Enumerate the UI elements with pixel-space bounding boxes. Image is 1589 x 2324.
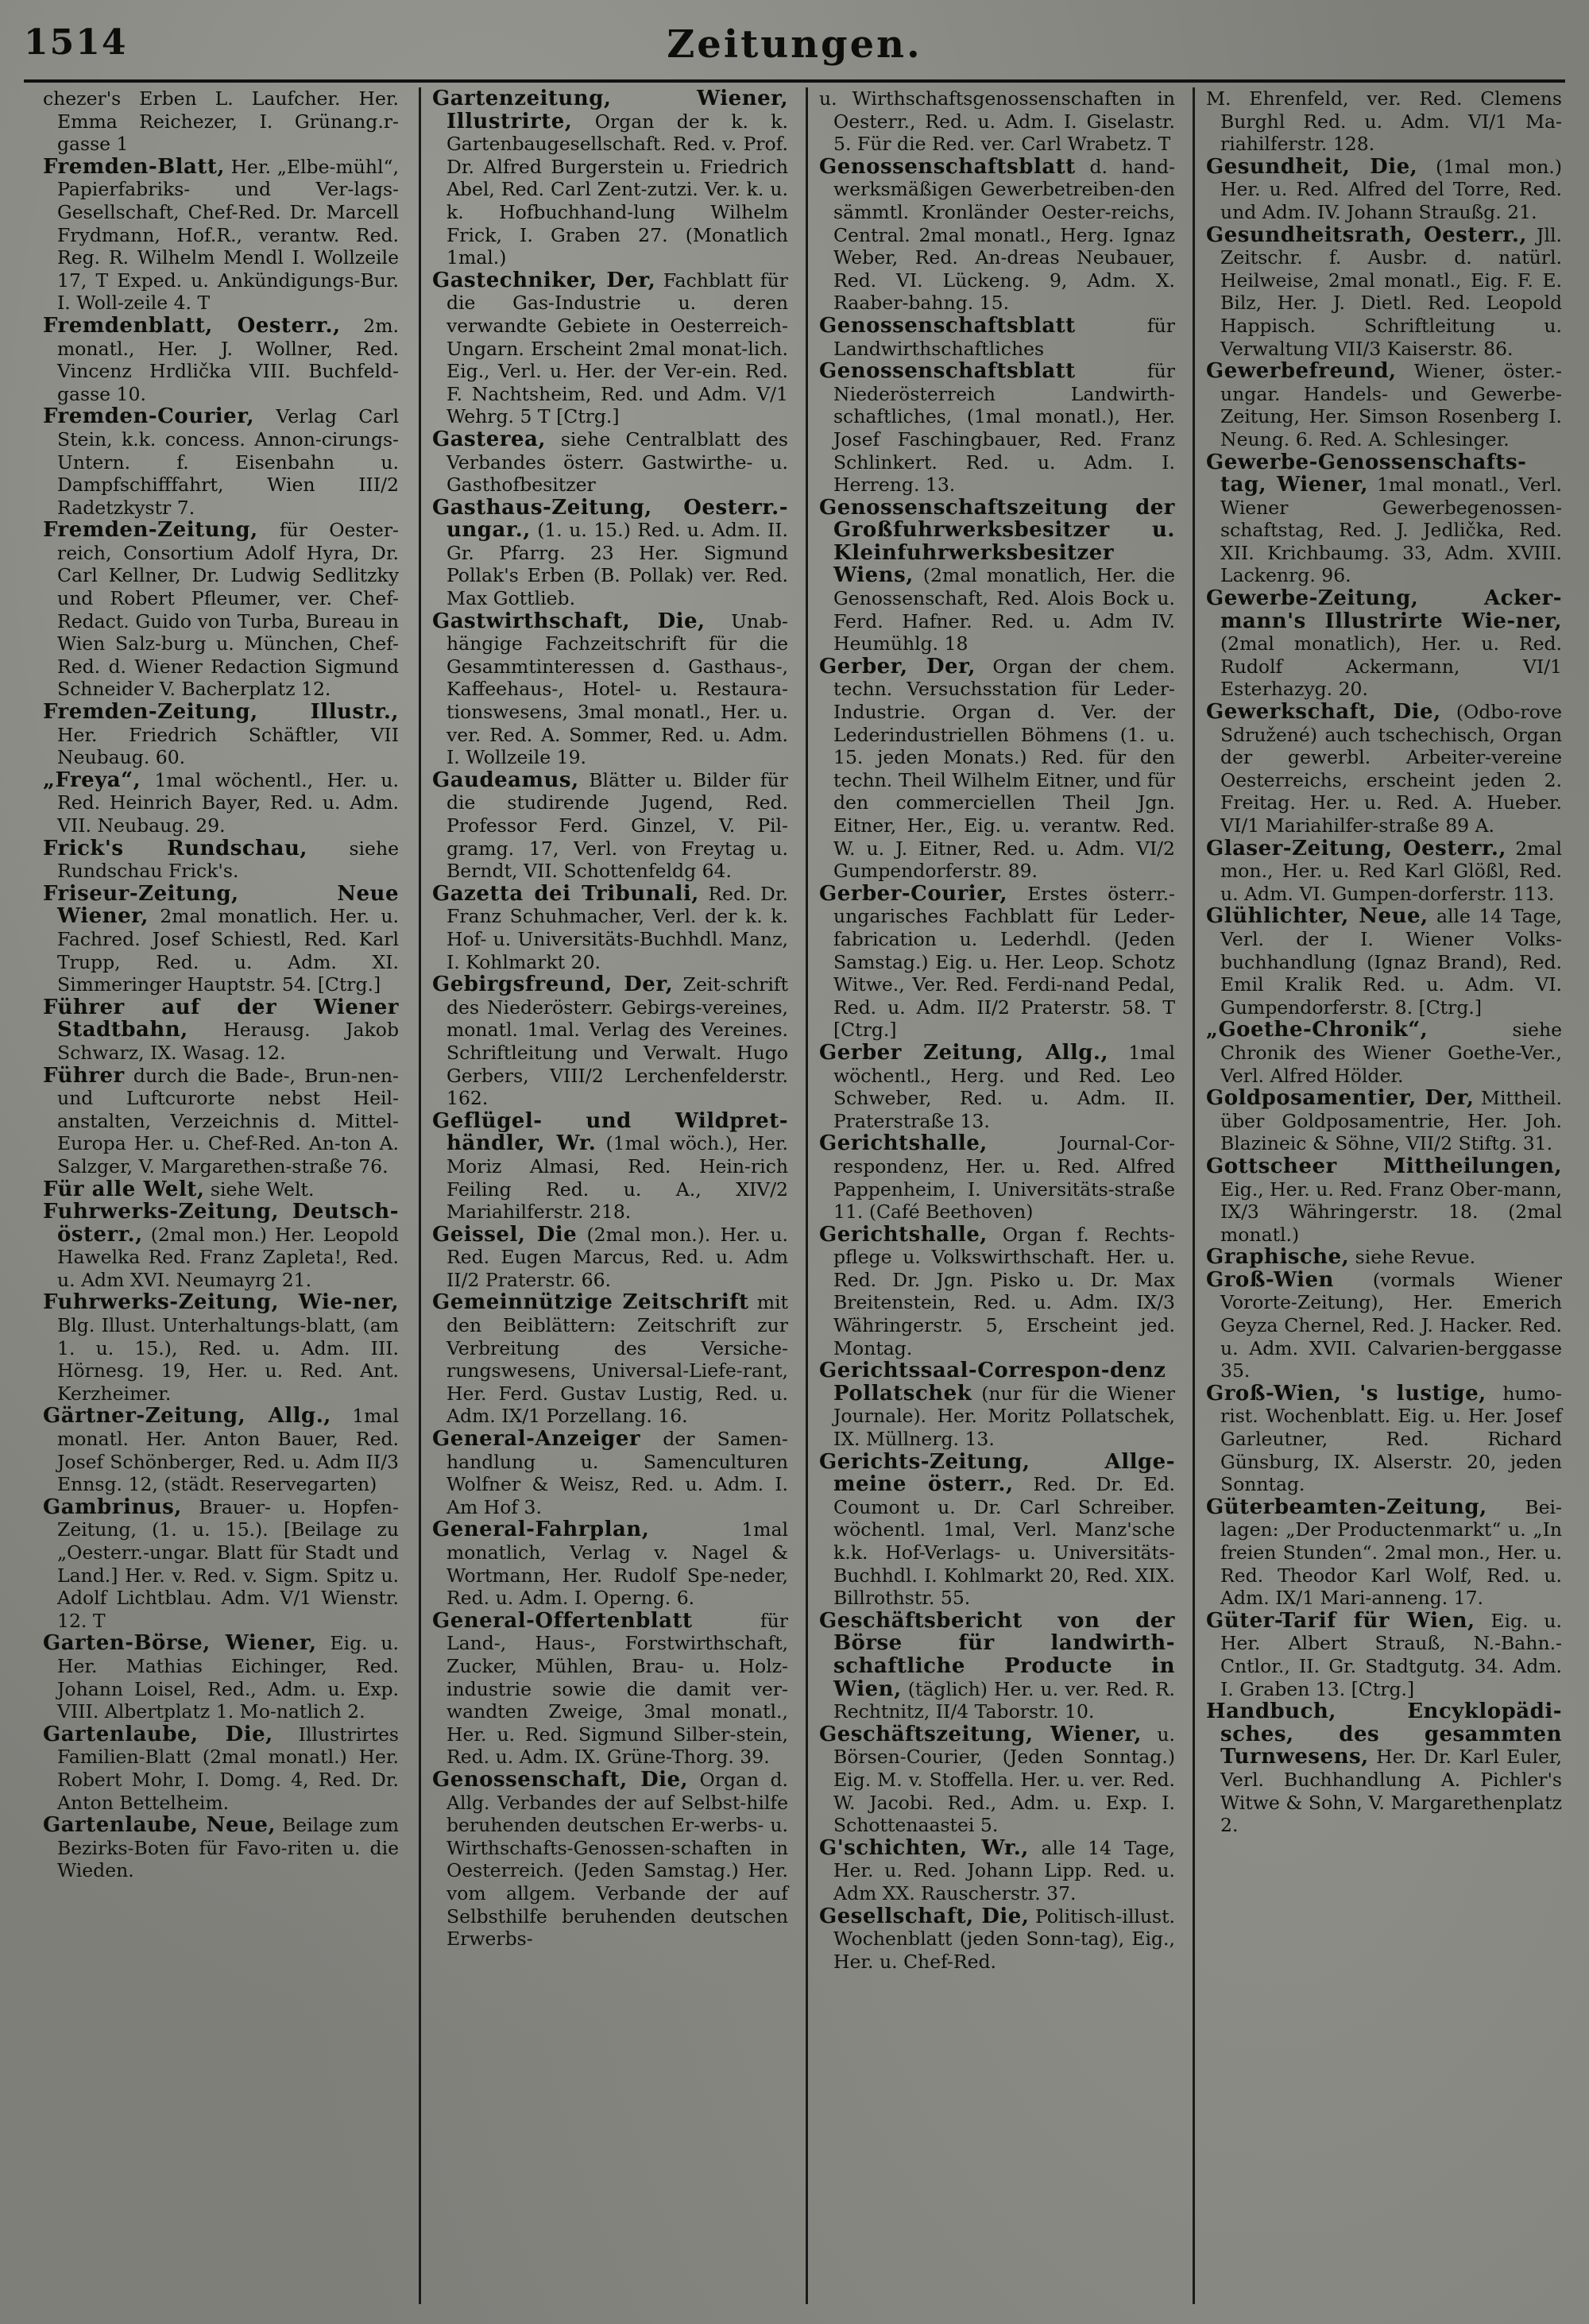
entry-heading: Geissel, Die [432, 1222, 578, 1247]
entry-text: (vormals Wiener Vororte-Zeitung), Her. Emerich Geyza Chernel, Red. J. Hacker. Red. u. Adm. XVII. Calvarien-berggasse 35. [1220, 1268, 1562, 1382]
directory-entry [1206, 1246, 1562, 1269]
entry-text: 2mal monatlich. Her. u. Fachred. Josef Schiestl, Red. Karl Trupp, Red. u. Adm. XI. Simmeringer Hauptstr. 54. [Ctrg.] [57, 905, 399, 996]
directory-entry [43, 405, 399, 519]
entry-heading: Gesundheit, Die, [1206, 154, 1418, 179]
entry-heading: Gazetta dei Tribunali, [432, 881, 699, 906]
directory-entry [432, 1610, 788, 1769]
entry-text: Eig. u. Her. Mathias Eichinger, Red. Johann Loisel, Red., Adm. u. Exp. VIII. Albertplatz 1. Mo-natlich 2. [57, 1632, 399, 1723]
directory-entry [43, 1291, 399, 1405]
entry-heading: „Goethe-Chronik“, [1206, 1018, 1429, 1042]
entry-heading: Handbuch, Encyklopädi-sches, des gesammten Turnwesens, [1206, 1699, 1562, 1769]
directory-entry [1206, 1382, 1562, 1496]
entry-heading: Friseur-Zeitung, Neue Wiener, [43, 881, 399, 929]
entry-heading: Genossenschaftsblatt [819, 359, 1076, 384]
directory-entry [1206, 1610, 1562, 1700]
entry-text: Erstes österr.-ungarisches Fachblatt für Leder-fabrication u. Lederhdl. (Jeden Samstag.) Eig. u. Her. Leop. Schotz Witwe., Ver. Red. Ferdi-nand Pedal, Red. u. Adm. II/2 Praterstr. 58. T [Ctrg.] [833, 882, 1175, 1042]
entry-heading: Gasterea, [432, 427, 546, 451]
entry-heading: Gaudeamus, [432, 768, 579, 792]
directory-entry [43, 87, 399, 156]
entry-text: Her. „Elbe-mühl“, Papierfabriks- und Ver-lags-Gesellschaft, Chef-Red. Dr. Marcell Frydmann, Hof.R., verantw. Red. Reg. R. Wilhelm Mendl I. Wollzeile 17, T Exped. u. Ankündigungs-Bur. I. Woll-zeile 4. T [57, 155, 399, 315]
entry-heading: Groß-Wien, 's lustige, [1206, 1381, 1487, 1406]
directory-entry [1206, 837, 1562, 906]
entry-text: Blätter u. Bilder für die studirende Jugend, Red. Professor Ferd. Ginzel, V. Pil-gramg. 17, Verl. von Freytag u. Berndt, VII. Schottenfeldg 64. [447, 768, 788, 883]
entry-heading: General-Offertenblatt [432, 1608, 693, 1633]
entry-text: Blg. Illust. Unterhaltungs-blatt, (am 1. u. 15.), Red. u. Adm. III. Hörnesg. 19, Her. u. Red. Ant. Kerzheimer. [57, 1314, 399, 1405]
directory-entry [819, 360, 1175, 497]
directory-entry [819, 87, 1175, 156]
entry-heading: Gartenlaube, Neue, [43, 1813, 276, 1838]
entry-heading: Gerber, Der, [819, 654, 976, 679]
directory-entry [1206, 360, 1562, 450]
directory-entry [819, 1451, 1175, 1610]
entry-heading: Gastwirthschaft, Die, [432, 609, 706, 633]
entry-heading: Fremdenblatt, Oesterr., [43, 313, 341, 338]
entry-text: (1. u. 15.) Red. u. Adm. II. Gr. Pfarrg. 23 Her. Sigmund Pollak's Erben (B. Pollak) ver. Red. Max Gottlieb. [447, 519, 788, 610]
directory-entry [1206, 87, 1562, 156]
entry-text: (1mal mon.) Her. u. Red. Alfred del Torre, Red. und Adm. IV. Johann Straußg. 21. [1220, 155, 1562, 223]
entry-text: Zeit-schrift des Niederösterr. Gebirgs-vereines, monatl. 1mal. Verlag des Vereines. Schriftleitung und Verwalt. Hugo Gerbers, VIII/2 Lerchenfelderstr. 162. [447, 973, 788, 1110]
entry-heading: Führer [43, 1063, 125, 1088]
entry-heading: Geschäftsbericht von der Börse für landwirth-schaftliche Producte in Wien, [819, 1608, 1175, 1701]
entry-heading: Genossenschaft, Die, [432, 1767, 689, 1792]
directory-entry [432, 1518, 788, 1609]
directory-entry [819, 1224, 1175, 1360]
directory-entry [1206, 156, 1562, 224]
entry-text: Organ d. Allg. Verbandes der auf Selbst-hilfe beruhenden deutschen Er-werbs- u. Wirthschafts-Genossen-schaften in Oesterreich. (Jeden Samstag.) Her. vom allgem. Verbande der auf Selbsthilfe beruhenden deutschen Erwerbs- [447, 1768, 789, 1951]
directory-entry [432, 269, 788, 428]
directory-entry [43, 769, 399, 837]
entry-heading: Gartenlaube, Die, [43, 1722, 273, 1746]
entry-text: Unab-hängige Fachzeitschrift für die Gesammtinteressen d. Gasthaus-, Kaffeehaus-, Hotel- u. Restaura-tionswesens, 3mal monatl., Her. u. ver. Red. A. Sommer, Red. u. Adm. I. Wollzeile 19. [447, 609, 788, 769]
entry-text: Her. Friedrich Schäftler, VII Neubaug. 60. [57, 723, 399, 769]
column-3 [806, 87, 1181, 2304]
entry-text: Fachblatt für die Gas-Industrie u. deren verwandte Gebiete in Oesterreich-Ungarn. Erscheint 2mal monat-lich. Eig., Verl. u. Her. der Ver-ein. Red. F. Nachtsheim, Red. und Adm. V/1 Wehrg. 5 T [Ctrg.] [447, 269, 788, 428]
directory-entry [432, 1291, 788, 1428]
entry-heading: Gerichtshalle, [819, 1222, 988, 1247]
entry-text: (Odbo-rove Sdružené) auch tschechisch, Organ der gewerbl. Arbeiter-vereine Oesterreichs, erscheint jeden 2. Freitag. Her. u. Red. A. Hueber. VI/1 Mariahilfer-straße 89 A. [1220, 701, 1562, 837]
entry-heading: Genossenschaftszeitung der Großfuhrwerksbesitzer u. Kleinfuhrwerksbesitzer Wiens, [819, 495, 1175, 588]
directory-entry [43, 315, 399, 405]
entry-text: durch die Bade-, Brun-nen- und Luftcurorte nebst Heil-anstalten, Verzeichnis d. Mittel-Europa Her. u. Chef-Red. An-ton A. Salzger, V. Margarethen-straße 76. [57, 1064, 399, 1177]
entry-text: Mittheil. über Goldposamentrie, Her. Joh. Blazineic & Söhne, VII/2 Stiftg. 31. [1220, 1087, 1562, 1155]
entry-heading: Gerichtshalle, [819, 1131, 988, 1156]
entry-text: Illustrirtes Familien-Blatt (2mal monatl.) Her. Robert Mohr, I. Domg. 4, Red. Dr. Anton Bettelheim. [57, 1723, 399, 1814]
entry-heading: Gerber-Courier, [819, 881, 1008, 906]
entry-text: alle 14 Tage, Verl. der I. Wiener Volks-buchhandlung (Ignaz Brand), Red. Emil Kralik Red. u. Adm. VI. Gumpendorferstr. 8. [Ctrg.] [1220, 905, 1562, 1019]
directory-entry [43, 1814, 399, 1882]
directory-entry [43, 837, 399, 883]
entry-heading: Genossenschaftsblatt [819, 154, 1076, 179]
entry-text: alle 14 Tage, Her. u. Red. Johann Lipp. Red. u. Adm XX. Rauscherstr. 37. [833, 1836, 1175, 1904]
entry-heading: Gemeinnützige Zeitschrift [432, 1290, 749, 1315]
entry-heading: Gewerbefreund, [1206, 359, 1397, 384]
entry-heading: Gesundheitsrath, Oesterr., [1206, 222, 1527, 247]
directory-entry [1206, 1700, 1562, 1837]
directory-entry [1206, 451, 1562, 588]
entry-heading: Gambrinus, [43, 1495, 182, 1519]
entry-text: Politisch-illust. Wochenblatt (jeden Sonn-tag), Eig., Her. u. Chef-Red. [833, 1904, 1175, 1973]
entry-heading: Führer auf der Wiener Stadtbahn, [43, 995, 399, 1042]
entry-text: 1mal wöchentl., Her. u. Red. Heinrich Bayer, Red. u. Adm. VII. Neubaug. 29. [57, 768, 399, 837]
directory-entry [432, 497, 788, 610]
entry-text: Bei-lagen: „Der Productenmarkt“ u. „In freien Stunden“. 2mal mon., Her. u. Red. Theodor Karl Wolf, Red. u. Adm. IX/1 Mari-anneng. 17. [1220, 1495, 1562, 1610]
entry-text: (2mal monatlich, Her. die Genossenschaft, Red. Alois Bock u. Ferd. Hafner. Red. u. Adm IV. Heumühlg. 18 [833, 564, 1175, 655]
entry-text: Eig., Her. u. Red. Franz Ober-mann, IX/3 Währingerstr. 18. (2mal monatl.) [1220, 1177, 1562, 1246]
entry-text: siehe Centralblatt des Verbandes österr. Gastwirthe- u. Gasthofbesitzer [447, 427, 788, 497]
directory-entry [43, 156, 399, 315]
entry-heading: Gewerbe-Genossenschafts-tag, Wiener, [1206, 450, 1527, 497]
entry-text: 1mal monatl., Verl. Wiener Gewerbegenossen-schaftstag, Red. J. Jedlička, Red. XII. Krichbaumg. 33, Adm. XVIII. Lackenrg. 96. [1220, 474, 1562, 587]
page-title: Zeitungen. [667, 22, 922, 67]
entry-heading: Fremden-Blatt, [43, 154, 225, 179]
entry-heading: Gewerkschaft, Die, [1206, 700, 1441, 725]
entry-text: 1mal monatlich, Verlag v. Nagel & Wortmann, Her. Rudolf Spe-neder, Red. u. Adm. I. Operng. 6. [447, 1518, 788, 1610]
directory-entry [43, 1723, 399, 1814]
directory-entry [1206, 1269, 1562, 1382]
entry-text: (täglich) Her. u. ver. Red. R. Rechtnitz, II/4 Taborstr. 10. [833, 1677, 1175, 1723]
entry-text: siehe Welt. [210, 1177, 315, 1201]
directory-entry [43, 1632, 399, 1723]
page-number: 1514 [24, 22, 128, 63]
column-1 [32, 87, 405, 2304]
entry-text: 1mal monatl. Her. Anton Bauer, Red. Josef Schönberger, Red. u. Adm II/3 Ennsg. 12, (städt. Reservegarten) [57, 1405, 399, 1496]
page-header [24, 22, 1565, 78]
entry-heading: Fremden-Zeitung, Illustr., [43, 700, 399, 725]
entry-heading: Glühlichter, Neue, [1206, 904, 1429, 929]
entry-text: Red. Dr. Ed. Coumont u. Dr. Carl Schreiber. wöchentl. 1mal, Verl. Manz'sche k.k. Hof-Verlags- u. Universitäts-Buchhdl. I. Kohlmarkt 20, Red. XIX. Billrothstr. 55. [833, 1473, 1175, 1610]
entry-text: (2mal mon.) Her. Leopold Hawelka Red. Franz Zapleta!, Red. u. Adm XVI. Neumayrg 21. [57, 1223, 399, 1291]
directory-entry [43, 1201, 399, 1291]
entry-text: siehe Revue. [1355, 1246, 1476, 1269]
directory-entry [1206, 587, 1562, 701]
directory-entry [432, 428, 788, 497]
entry-heading: Gartenzeitung, Wiener, Illustrirte, [432, 87, 788, 133]
directory-entry [819, 1837, 1175, 1905]
entry-text: (nur für die Wiener Journale). Her. Moritz Pollatschek, IX. Müllnerg. 13. [833, 1382, 1175, 1451]
directory-entry [819, 655, 1175, 883]
directory-entry [819, 1359, 1175, 1450]
entry-heading: Gewerbe-Zeitung, Acker-mann's Illustrirte Wie-ner, [1206, 586, 1562, 633]
entry-heading: Gottscheer Mittheilungen, [1206, 1154, 1562, 1178]
entry-text: humo-rist. Wochenblatt. Eig. u. Her. Josef Garleutner, Red. Richard Günsburg, IX. Alserstr. 20, jeden Sonntag. [1220, 1382, 1562, 1496]
directory-entry [819, 883, 1175, 1042]
directory-entry [432, 1224, 788, 1292]
directory-entry [432, 769, 788, 883]
entry-text: 2mal mon., Her. u. Red Karl Glößl, Red. u. Adm. VI. Gumpen-dorferstr. 113. [1220, 837, 1562, 905]
entry-text: Verlag Carl Stein, k.k. concess. Annon-cirungs-Untern. f. Eisenbahn u. Dampfschifffahrt, Wien III/2 Radetzkystr 7. [57, 405, 399, 519]
directory-entry [1206, 905, 1562, 1019]
directory-entry [1206, 1496, 1562, 1610]
entry-text: 2m. monatl., Her. J. Wollner, Red. Vincenz Hrdlička VIII. Buchfeld-gasse 10. [57, 314, 399, 405]
entry-heading: Glaser-Zeitung, Oesterr., [1206, 836, 1506, 860]
entry-text: für Niederösterreich Landwirth-schaftliches, (1mal monatl.), Her. Josef Faschingbauer, Red. Franz Schlinkert. Red. u. Adm. I. Herreng. 13. [833, 360, 1175, 497]
directory-entry [43, 883, 399, 996]
directory-entry [819, 315, 1175, 360]
entry-text: (1mal wöch.), Her. Moriz Almasi, Red. Hein-rich Feiling Red. u. A., XIV/2 Mariahilferstr. 218. [447, 1132, 788, 1224]
entry-text: siehe Chronik des Wiener Goethe-Ver., Verl. Alfred Hölder. [1220, 1019, 1562, 1087]
directory-entry [819, 1723, 1175, 1837]
directory-entry [819, 156, 1175, 315]
entry-heading: Für alle Welt, [43, 1177, 205, 1201]
directory-entry [819, 497, 1175, 655]
entry-text: Beilage zum Bezirks-Boten für Favo-riten u. die Wieden. [57, 1814, 399, 1882]
directory-entry [1206, 1155, 1562, 1246]
entry-text: für Land-, Haus-, Forstwirthschaft, Zucker, Mühlen, Brau- u. Holz-industrie sowie die damit ver-wandten Zweige, 3mal monatl., Her. u. Red. Sigmund Silber-stein, Red. u. Adm. IX. Grüne-Thorg. 39. [447, 1609, 788, 1769]
entry-heading: Geflügel- und Wildpret-händler, Wr. [432, 1108, 788, 1156]
entry-heading: G'schichten, Wr., [819, 1835, 1029, 1860]
entry-text: Journal-Cor-respondenz, Her. u. Red. Alfred Pappenheim, I. Universitäts-straße 11. (Café Beethoven) [833, 1132, 1175, 1224]
entry-heading: General-Fahrplan, [432, 1518, 650, 1542]
entry-text: für Oester-reich, Consortium Adolf Hyra, Dr. Carl Kellner, Dr. Ludwig Sedlitzky und Robert Pfleumer, ver. Chef-Redact. Guido von Turba, Bureau in Wien Salz-burg u. München, Chef-Red. d. Wiener Redaction Sigmund Schneider V. Bacherplatz 12. [57, 519, 399, 701]
entry-heading: Fremden-Zeitung, [43, 518, 258, 543]
entry-text: Organ der chem. techn. Versuchsstation für Leder-Industrie. Organ d. Ver. der Lederindustriellen Böhmens (1. u. 15. jeden Monats.) Red. für den techn. Theil Wilhelm Eitner, und für den commerciellen Theil Jgn. Eitner, Her., Eig. u. verantw. Red. W. u. J. Eitner, Red. u. Adm. VI/2 Gumpendorferstr. 89. [833, 655, 1175, 883]
entry-heading: Gastechniker, Der, [432, 268, 656, 292]
entry-heading: „Freya“, [43, 768, 141, 792]
directory-entry [43, 1065, 399, 1178]
directory-entry [1206, 1087, 1562, 1155]
entry-text: u. Börsen-Courier, (Jeden Sonntag.) Eig. M. v. Stoffella. Her. u. ver. Red. W. Jacobi. Red., Adm. u. Exp. I. Schottenaastei 5. [833, 1723, 1175, 1837]
entry-text: d. hand-werksmäßigen Gewerbetreiben-den sämmtl. Kronländer Oester-reichs, Central. 2mal monatl., Herg. Ignaz Weber, Red. An-dreas Neubauer, Red. VI. Lückeng. 9, Adm. X. Raaber-bahng. 15. [833, 155, 1175, 315]
entry-text: Jll. Zeitschr. f. Ausbr. d. natürl. Heilweise, 2mal monatl., Eig. F. E. Bilz, Her. J. Dietl. Red. Leopold Happisch. Schriftleitung u. Verwaltung VII/3 Kaiserstr. 86. [1220, 223, 1562, 360]
directory-entry [43, 1405, 399, 1495]
entry-heading: Gerber Zeitung, Allg., [819, 1040, 1109, 1065]
directory-entry [43, 1178, 399, 1201]
entry-heading: Güterbeamten-Zeitung, [1206, 1495, 1487, 1519]
entry-text: 1mal wöchentl., Herg. und Red. Leo Schweber, Red. u. Adm. II. Praterstraße 13. [833, 1041, 1175, 1132]
entry-heading: Garten-Börse, Wiener, [43, 1631, 317, 1656]
entry-text: Organ f. Rechts-pflege u. Volkswirthschaft. Her. u. Red. Dr. Jgn. Pisko u. Dr. Max Breitenstein, Red. u. Adm. IX/3 Währingerstr. 5, Erscheint jed. Montag. [833, 1223, 1175, 1359]
entry-text: chezer's Erben L. Laufcher. Her. Emma Reichezer, I. Grünang.r-gasse 1 [43, 87, 399, 156]
directory-entry [432, 87, 788, 269]
entry-heading: General-Anzeiger [432, 1427, 641, 1452]
directory-entry [1206, 701, 1562, 837]
entry-text: Wiener, öster.-ungar. Handels- und Gewerbe-Zeitung, Her. Simson Rosenberg I. Neung. 6. Red. A. Schlesinger. [1220, 360, 1562, 450]
entry-heading: Fuhrwerks-Zeitung, Deutsch-österr., [43, 1200, 399, 1247]
entry-text: Herausg. Jakob Schwarz, IX. Wasag. 12. [57, 1019, 399, 1064]
directory-entry [819, 1042, 1175, 1132]
entry-heading: Gerichts-Zeitung, Allge-meine österr., [819, 1449, 1175, 1497]
directory-entry [432, 1428, 788, 1518]
entry-heading: Gasthaus-Zeitung, Oesterr.-ungar., [432, 495, 788, 543]
directory-entry [432, 1110, 788, 1224]
entry-text: Red. Dr. Franz Schuhmacher, Verl. der k. k. Hof- u. Universitäts-Buchhdl. Manz, I. Kohlmarkt 20. [447, 882, 788, 973]
entry-text: (2mal monatlich), Her. u. Red. Rudolf Ackermann, VI/1 Esterhazyg. 20. [1220, 632, 1562, 701]
directory-entry [819, 1610, 1175, 1723]
entry-text: siehe Rundschau Frick's. [57, 837, 399, 883]
column-4 [1193, 87, 1568, 2304]
entry-text: u. Wirthschaftsgenossenschaften in Oesterr., Red. u. Adm. I. Giselastr. 5. Für die Red. ver. Carl Wrabetz. T [819, 87, 1175, 156]
entry-text: (2mal mon.). Her. u. Red. Eugen Marcus, Red. u. Adm II/2 Praterstr. 66. [447, 1223, 788, 1291]
entry-heading: Gärtner-Zeitung, Allg., [43, 1404, 331, 1429]
entry-heading: Frick's Rundschau, [43, 836, 307, 860]
entry-heading: Geschäftszeitung, Wiener, [819, 1722, 1142, 1746]
entry-text: für Landwirthschaftliches [833, 314, 1175, 360]
directory-entry [1206, 224, 1562, 361]
entry-text: Organ der k. k. Gartenbaugesellschaft. Red. v. Prof. Dr. Alfred Burgerstein u. Friedrich Abel, Red. Carl Zent-zutzi. Ver. k. u. k. Hofbuchhand-lung Wilhelm Frick, I. Graben 27. (Monatlich 1mal.) [447, 110, 788, 269]
entry-text: Her. Dr. Karl Euler, Verl. Buchhandlung A. Pichler's Witwe & Sohn, V. Margarethenplatz 2. [1220, 1746, 1562, 1837]
entry-heading: Genossenschaftsblatt [819, 313, 1076, 338]
entry-heading: Fuhrwerks-Zeitung, Wie-ner, [43, 1290, 399, 1315]
entry-text: Brauer- u. Hopfen-Zeitung, (1. u. 15.). [Beilage zu „Oesterr.-ungar. Blatt für Stadt und Land.] Her. v. Red. v. Sigm. Spitz u. Adolf Lichtblau. Adm. V/1 Wienstr. 12. T [57, 1495, 399, 1632]
directory-entry [432, 973, 788, 1110]
entry-text: mit den Beiblättern: Zeitschrift zur Verbreitung des Versiche-rungswesens, Universal-Liefe-rant, Her. Ferd. Gustav Lustig, Red. u. Adm. IX/1 Porzellang. 16. [447, 1291, 788, 1428]
entry-heading: Graphische, [1206, 1245, 1350, 1270]
directory-entry [432, 610, 788, 769]
entry-text: Eig. u. Her. Albert Strauß, N.-Bahn.-Cntlor., II. Gr. Stadtgutg. 34. Adm. I. Graben 13. [Ctrg.] [1220, 1609, 1562, 1700]
entry-heading: Gebirgsfreund, Der, [432, 973, 674, 997]
directory-entry [43, 996, 399, 1065]
entry-text: M. Ehrenfeld, ver. Red. Clemens Burghl Red. u. Adm. VI/1 Ma-riahilferstr. 128. [1206, 87, 1562, 156]
entry-text: der Samen-handlung u. Samenculturen Wolfner & Weisz, Red. u. Adm. I. Am Hof 3. [447, 1428, 788, 1518]
directory-entry [43, 1496, 399, 1633]
header-rule [24, 79, 1565, 83]
entry-heading: Gesellschaft, Die, [819, 1904, 1030, 1928]
directory-entry [819, 1132, 1175, 1223]
columns [32, 87, 1565, 2304]
directory-entry [432, 1769, 788, 1951]
directory-entry [432, 883, 788, 973]
directory-entry [819, 1905, 1175, 1974]
entry-heading: Güter-Tarif für Wien, [1206, 1608, 1475, 1633]
entry-heading: Gerichtssaal-Correspon-denz Pollatschek [819, 1359, 1166, 1406]
entry-heading: Fremden-Courier, [43, 404, 255, 429]
directory-entry [43, 519, 399, 701]
entry-heading: Groß-Wien [1206, 1267, 1334, 1292]
directory-entry [1206, 1019, 1562, 1087]
column-2 [419, 87, 794, 2304]
entry-heading: Goldposamentier, Der, [1206, 1086, 1475, 1111]
directory-entry [43, 701, 399, 769]
